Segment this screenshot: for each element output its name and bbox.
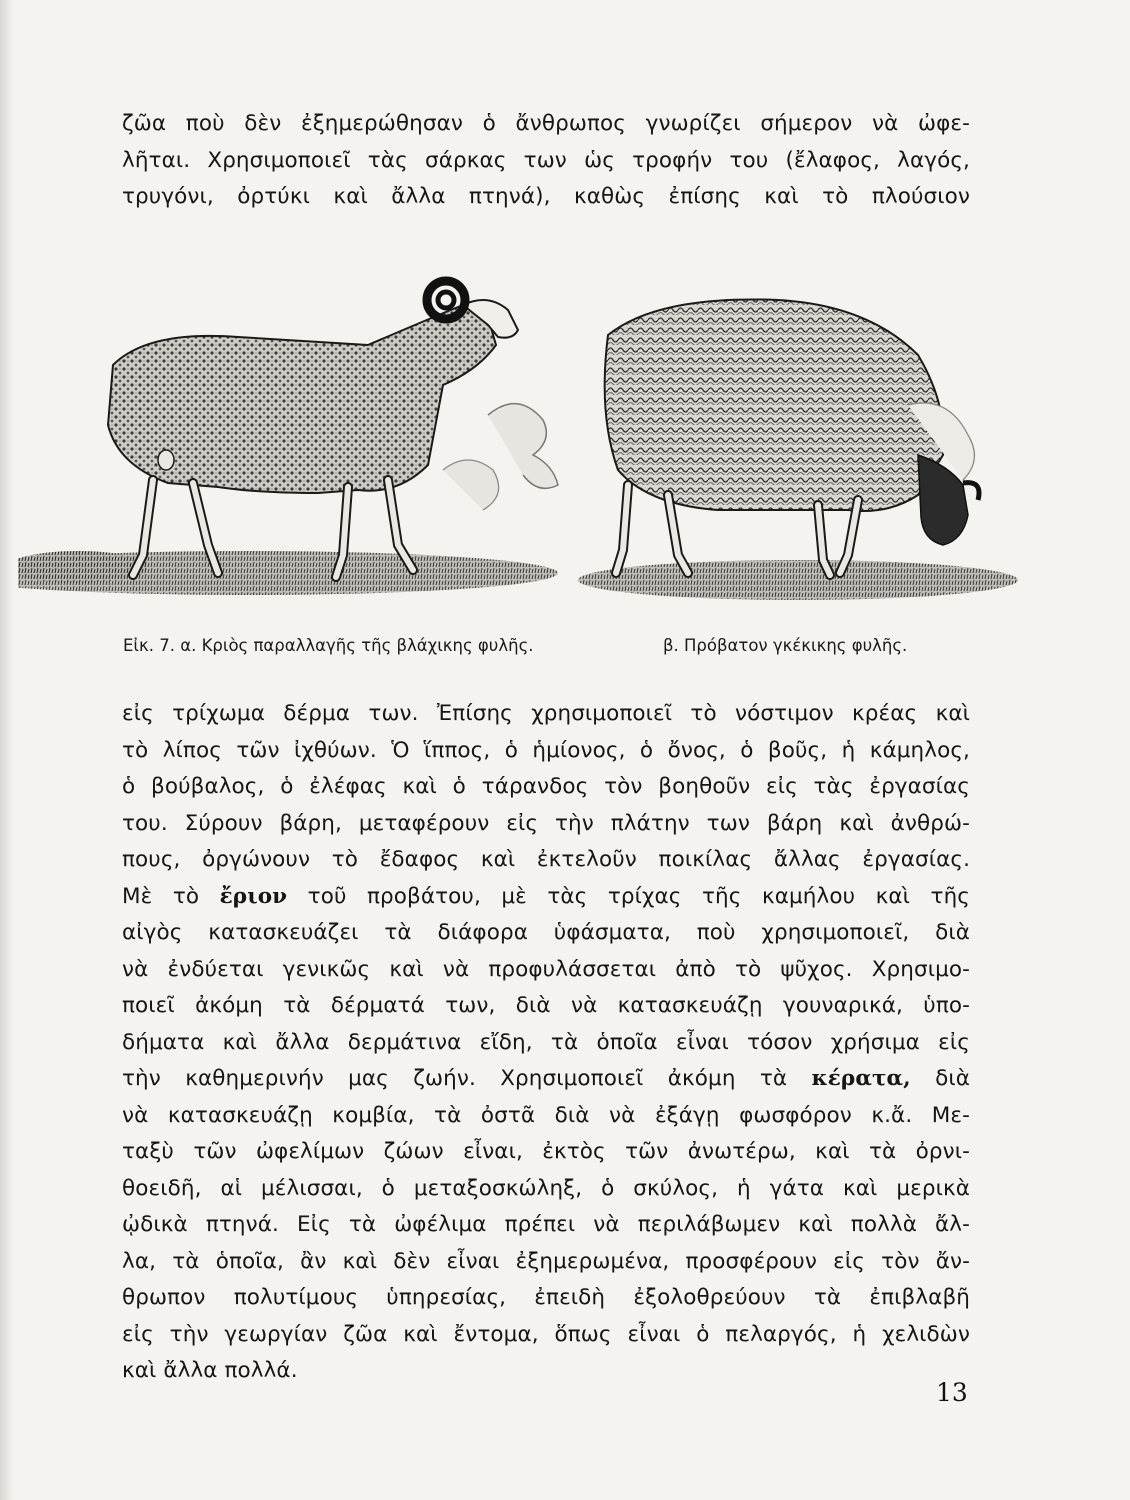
figure-caption-b: β. Πρόβατον γκέκικης φυλῆς.: [663, 636, 908, 655]
bottom-paragraph: [122, 696, 970, 1390]
text-line: ζῶα ποὺ δὲν ἐξημερώθησαν ὁ ἄνθρωπος γνωρίζει σήμερον νὰ ὠφε-: [122, 111, 970, 136]
page-number: 13: [936, 1378, 968, 1407]
text-line: εἰς τὴν γεωργίαν ζῶα καὶ ἔντομα, ὅπως εἶναι ὁ πελαργός, ἡ χελιδὼν: [122, 1321, 970, 1347]
text-line-with-bold: [122, 1061, 970, 1098]
text-line: λῆται. Χρησιμοποιεῖ τὰς σάρκας των ὡς τροφήν του (ἔλαφος, λαγός,: [122, 147, 970, 173]
text-line: τρυγόνι, ὀρτύκι καὶ ἄλλα πτηνά), καθὼς ἐπίσης καὶ τὸ πλούσιον: [122, 184, 970, 209]
text-line: θρωπον πολυτίμους ὑπηρεσίας, ἐπειδὴ ἐξολοθρεύουν τὰ ἐπιβλαβῆ: [122, 1285, 970, 1310]
text-line: ὁ βούβαλος, ὁ ἐλέφας καὶ ὁ τάρανδος τὸν βοηθοῦν εἰς τὰς ἐργασίας: [122, 774, 970, 799]
text-line: νὰ ἐνδύεται γενικῶς καὶ νὰ προφυλάσσεται ἀπὸ τὸ ψῦχος. Χρησιμο-: [122, 956, 970, 982]
sheep-illustration: [18, 255, 1018, 600]
text-segment: τοῦ προβάτου, μὲ τὰς τρίχας τῆς καμήλου καὶ τῆς: [307, 883, 971, 909]
text-line: καὶ ἄλλα πολλά.: [122, 1358, 298, 1383]
text-line-with-bold: [122, 879, 970, 916]
text-line: ταξὺ τῶν ὠφελίμων ζώων εἶναι, ἐκτὸς τῶν ἀνωτέρω, καὶ τὰ ὀρνι-: [122, 1139, 970, 1164]
text-line: θοειδῆ, αἱ μέλισσαι, ὁ μεταξοσκώληξ, ὁ σκύλος, ἡ γάτα καὶ μερικὰ: [122, 1175, 970, 1201]
ram-figure: [18, 281, 558, 595]
text-segment: διὰ: [935, 1066, 970, 1091]
text-line: νὰ κατασκευάζῃ κομβία, τὰ ὀστᾶ διὰ νὰ ἐξάγῃ φωσφόρον κ.ἄ. Με-: [122, 1102, 970, 1128]
top-paragraph: [122, 106, 970, 216]
text-line: του. Σύρουν βάρη, μεταφέρουν εἰς τὴν πλάτην των βάρη καὶ ἀνθρώ-: [122, 810, 970, 836]
text-line: τὸ λίπος τῶν ἰχθύων. Ὁ ἵππος, ὁ ἡμίονος, ὁ ὄνος, ὁ βοῦς, ἡ κάμηλος,: [122, 737, 970, 763]
text-line: λα, τὰ ὁποῖα, ἂν καὶ δὲν εἶναι ἐξημερωμένα, προσφέρουν εἰς τὸν ἄν-: [122, 1248, 970, 1274]
figure-caption-a: Εἰκ. 7. α. Κριὸς παραλλαγῆς τῆς βλάχικης φυλῆς.: [123, 636, 534, 655]
bold-term-wool: ἔριον: [219, 883, 288, 909]
text-line: αἰγὸς κατασκευάζει τὰ διάφορα ὑφάσματα, ποὺ χρησιμοποιεῖ, διὰ: [122, 920, 970, 945]
text-line: δήματα καὶ ἄλλα δερμάτινα εἴδη, τὰ ὁποῖα εἶναι τόσον χρήσιμα εἰς: [122, 1029, 970, 1055]
ewe-figure: [578, 299, 1018, 600]
text-segment: Μὲ τὸ: [122, 883, 200, 909]
text-line: ποιεῖ ἀκόμη τὰ δέρματά των, διὰ νὰ κατασκευάζῃ γουναρικά, ὑπο-: [122, 993, 970, 1018]
page-edge: [0, 0, 14, 1500]
bold-term-horns: κέρατα,: [811, 1066, 911, 1091]
text-segment: τὴν καθημερινήν μας ζωήν. Χρησιμοποιεῖ ἀκόμη τὰ: [122, 1066, 788, 1091]
text-line: ᾠδικὰ πτηνά. Εἰς τὰ ὠφέλιμα πρέπει νὰ περιλάβωμεν καὶ πολλὰ ἄλ-: [122, 1212, 970, 1237]
text-line: εἰς τρίχωμα δέρμα των. Ἐπίσης χρησιμοποιεῖ τὸ νόστιμον κρέας καὶ: [122, 701, 970, 726]
text-line: πους, ὀργώνουν τὸ ἔδαφος καὶ ἐκτελοῦν ποικίλας ἄλλας ἐργασίας.: [122, 847, 970, 872]
